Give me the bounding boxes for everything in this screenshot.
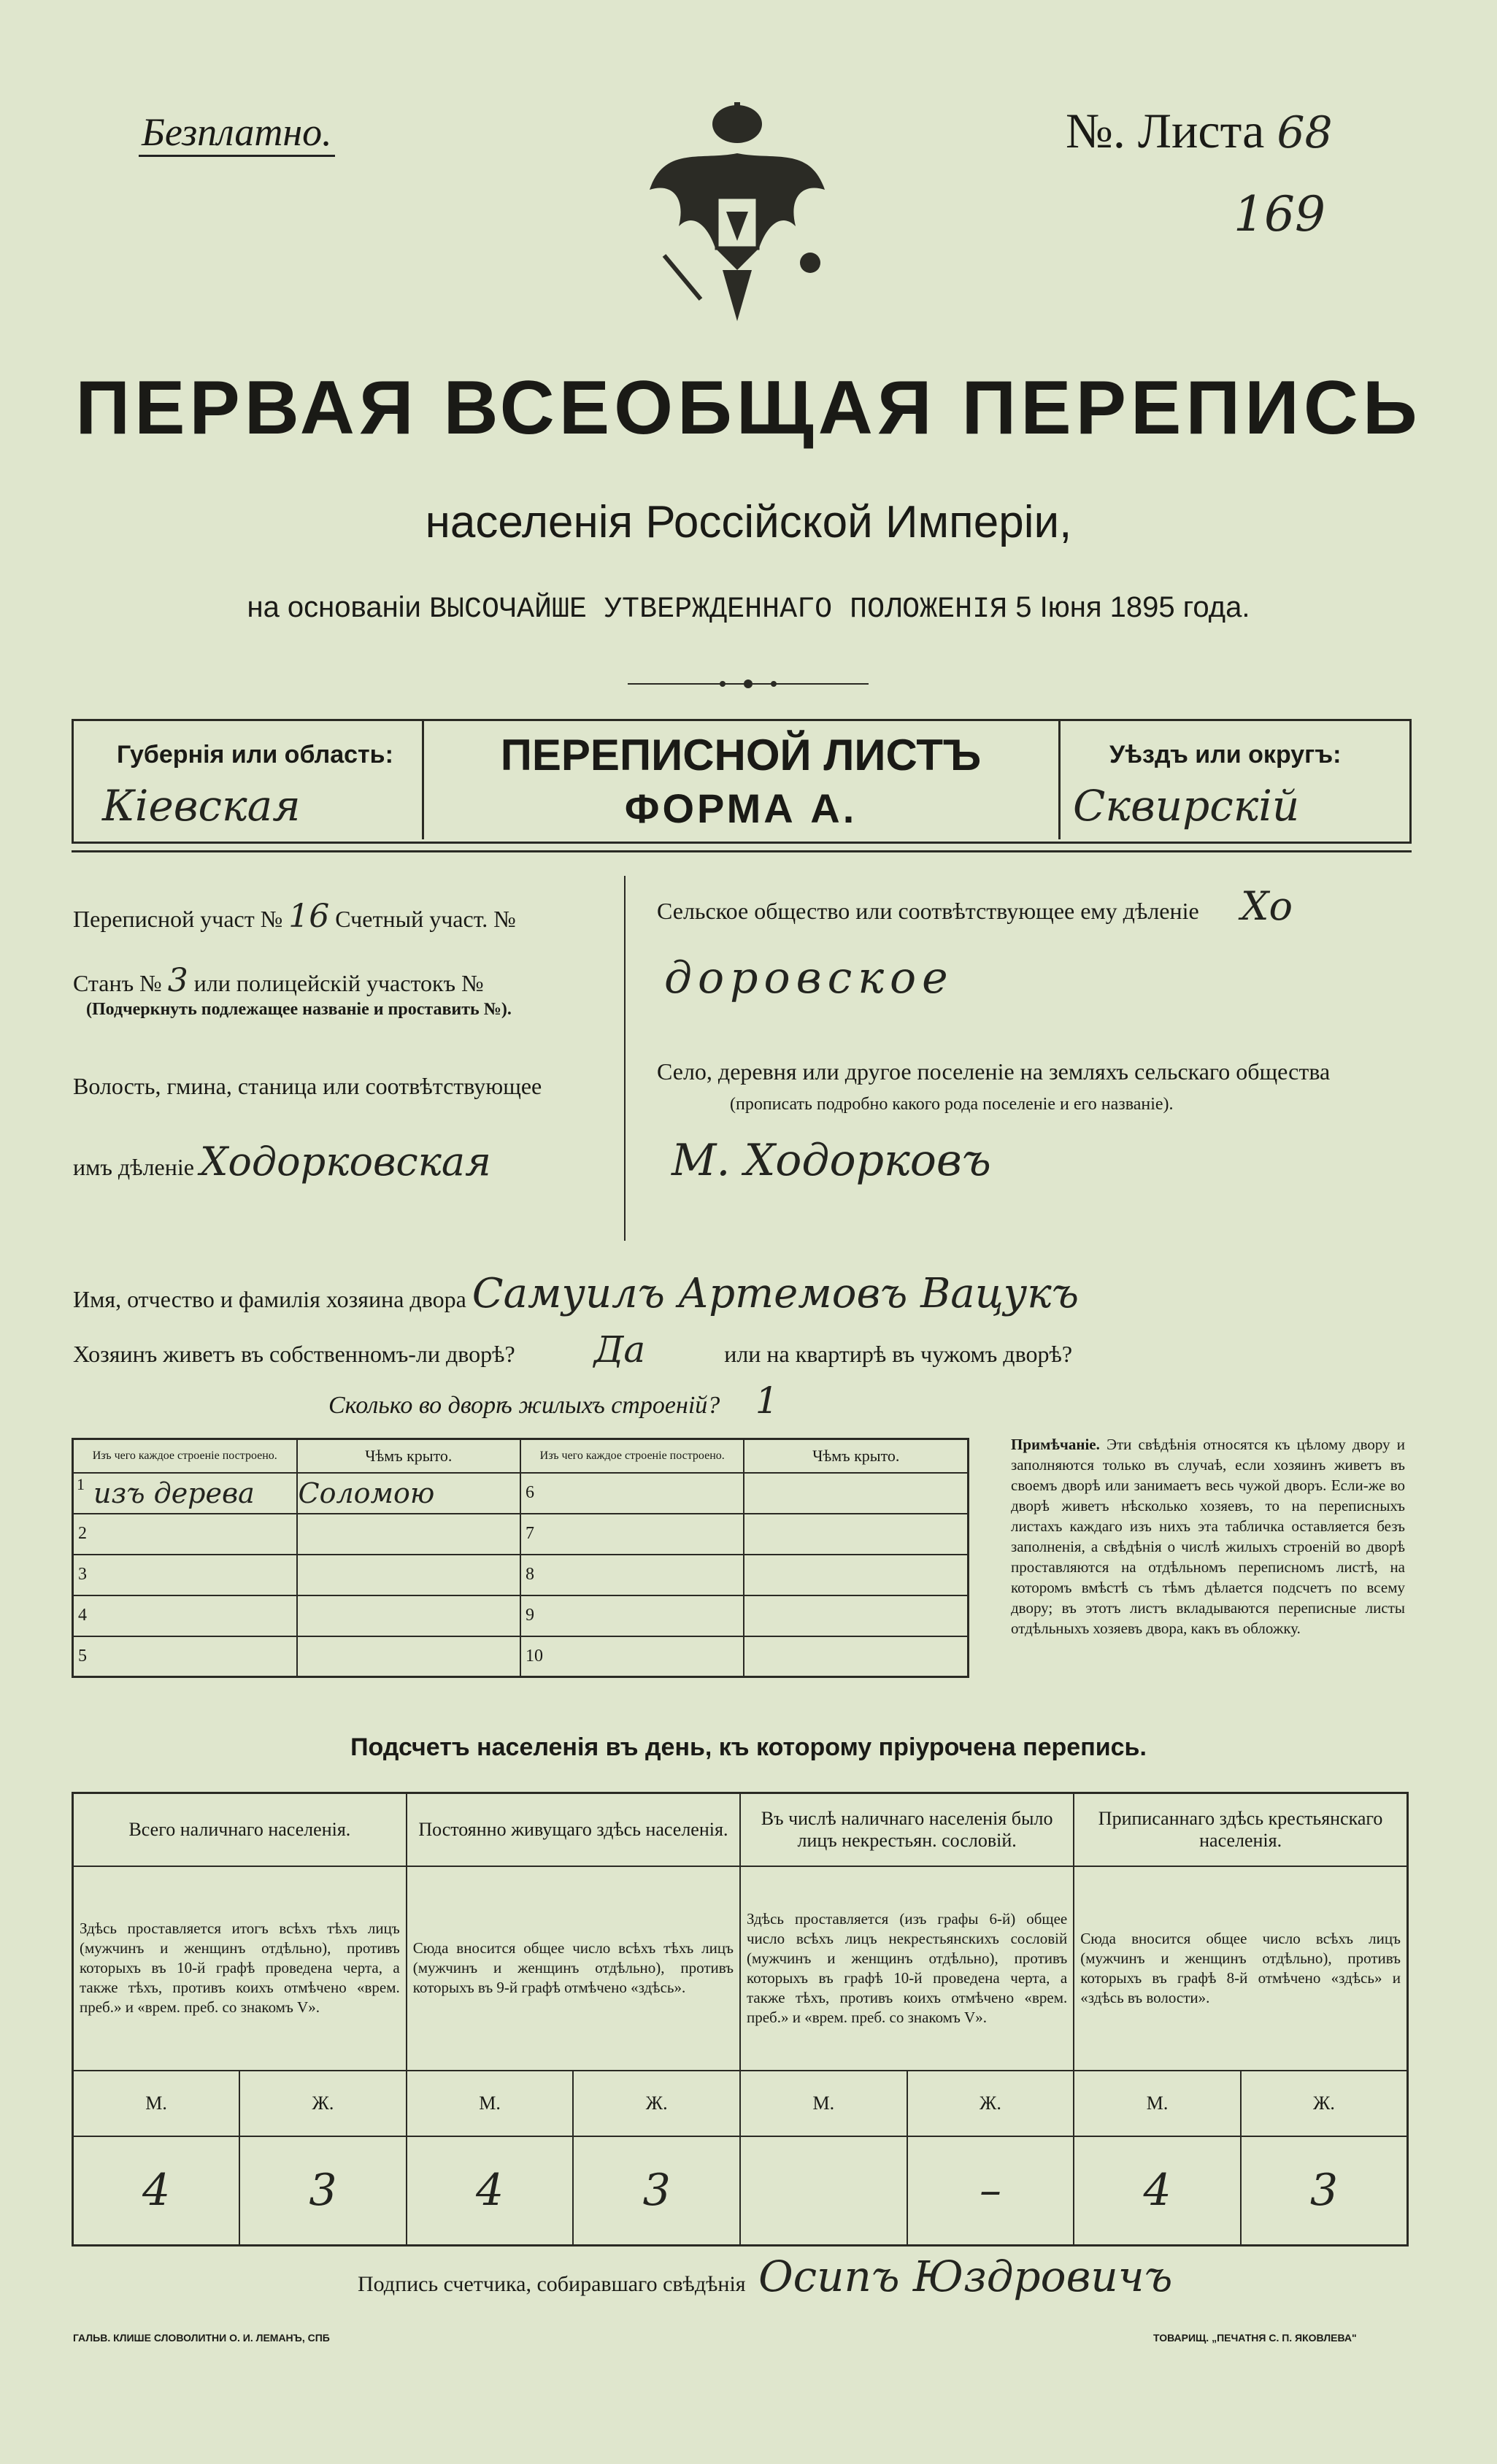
male-label: М. — [73, 2071, 240, 2136]
basis-line — [0, 591, 1497, 626]
female-count: 3 — [239, 2136, 407, 2246]
owner-lives-line — [73, 1328, 1072, 1371]
male-label: М. — [407, 2071, 574, 2136]
count-col-head: Постоянно живущаго здѣсь населенія. — [407, 1793, 740, 1866]
volost-value: Ходорковская — [199, 1139, 491, 1185]
printer-left: ГАЛЬВ. КЛИШЕ СЛОВОЛИТНИ О. И. ЛЕМАНЪ, СПБ — [73, 2332, 330, 2344]
society-value-2: доровское — [664, 952, 954, 1004]
count-col-head: Всего наличнаго населенія. — [73, 1793, 407, 1866]
owner-lives-label-2: или на квартирѣ въ чужомъ дворѣ? — [724, 1341, 1073, 1367]
village-note: (прописать подробно какого рода поселеніе и его названіе). — [730, 1095, 1174, 1114]
owner-lives-label: Хозяинъ живетъ въ собственномъ-ли дворѣ? — [73, 1341, 515, 1367]
owner-lives-value: Да — [593, 1328, 646, 1371]
owner-name-value: Самуилъ Артемовъ Вацукъ — [472, 1270, 1080, 1317]
sheet-number-label: №. Листа — [1066, 103, 1265, 158]
remark-note — [1011, 1434, 1405, 1639]
buildings-count-value: 1 — [755, 1379, 779, 1422]
building-material: изъ дерева — [93, 1477, 255, 1509]
basis-prefix: на основаніи — [247, 591, 421, 623]
gubernia-label: Губернія или область: — [117, 741, 393, 769]
village-value: М. Ходорковъ — [671, 1135, 991, 1186]
basis-caps: ВЫСОЧАЙШЕ УТВЕРЖДЕННАГО ПОЛОЖЕНІЯ — [429, 593, 1008, 626]
female-label: Ж. — [573, 2071, 740, 2136]
society-label: Сельское общество или соотвѣтствующее ему дѣленіе — [657, 898, 1199, 924]
form-title: ПЕРЕПИСНОЙ ЛИСТЪ — [500, 731, 982, 779]
buildings-count-label: Сколько во дворѣ жилыхъ строеній? — [328, 1392, 720, 1419]
signature-line — [358, 2252, 1172, 2301]
remark-title: Примѣчаніе. — [1011, 1436, 1100, 1453]
count-col-desc: Сюда вносится общее число всѣхъ лицъ (мужчинъ и женщинъ отдѣльно), противъ которыхъ въ графѣ 8-й отмѣчено «здѣсь» и «здѣсь въ волости». — [1074, 1866, 1407, 2071]
village-label: Село, деревня или другое поселеніе на земляхъ сельскаго общества — [657, 1058, 1331, 1085]
female-label: Ж. — [907, 2071, 1074, 2136]
female-count: – — [907, 2136, 1074, 2246]
volost-label-2: имъ дѣленіе — [73, 1154, 194, 1180]
census-district-label: Переписной участ № — [73, 906, 283, 932]
sheet-number-value: 68 — [1277, 107, 1333, 158]
counting-district-label: Счетный участ. № — [335, 906, 516, 932]
female-label: Ж. — [239, 2071, 407, 2136]
society-value-1: Хо — [1241, 883, 1293, 929]
buildings-row: 2 7 — [73, 1514, 969, 1555]
owner-name-line — [73, 1270, 1079, 1317]
uezd-label: Уѣздъ или округъ: — [1109, 741, 1342, 769]
female-label: Ж. — [1241, 2071, 1408, 2136]
count-col-desc: Здѣсь проставляется итогъ всѣхъ тѣхъ лицъ (мужчинъ и женщинъ отдѣльно), противъ которыхъ въ 10-й графѣ проведена черта, а также тѣхъ, противъ коихъ отмѣчено «врем. преб.» и «врем. преб. со знакомъ V». — [73, 1866, 407, 2071]
count-col-head: Въ числѣ наличнаго населенія было лицъ некрестьян. сословій. — [740, 1793, 1074, 1866]
volost-label: Волость, гмина, станица или соотвѣтствующее — [73, 1073, 542, 1099]
male-label: М. — [1074, 2071, 1241, 2136]
imperial-eagle-emblem — [635, 102, 839, 328]
female-count: 3 — [573, 2136, 740, 2246]
sheet-number — [1066, 102, 1333, 160]
stan-label: Станъ № — [73, 970, 162, 996]
building-roof: Соломою — [298, 1477, 435, 1509]
printer-right: ТОВАРИЩ. „ПЕЧАТНЯ С. П. ЯКОВЛЕВА" — [1153, 2332, 1357, 2344]
male-count: 4 — [73, 2136, 240, 2246]
basis-date: 5 Іюня 1895 года. — [1015, 591, 1250, 623]
census-district-value: 16 — [288, 898, 330, 935]
uezd-value: Сквирскій — [1073, 781, 1300, 831]
signature-label: Подпись счетчика, собиравшаго свѣдѣнія — [358, 2272, 746, 2296]
count-col-desc: Здѣсь проставляется (изъ графы 6-й) общее число всѣхъ лицъ некрестьянскихъ сословій (мужчинъ и женщинъ отдѣльно), противъ которыхъ въ графѣ 10-й проведена черта, а также тѣхъ, противъ коихъ отмѣчено «врем. преб.» и «врем. преб. со знакомъ V». — [740, 1866, 1074, 2071]
male-count: 4 — [1074, 2136, 1241, 2246]
stan-value: 3 — [167, 962, 188, 999]
buildings-col-material: Изъ чего каждое строеніе построено. — [73, 1439, 297, 1473]
buildings-col-material: Изъ чего каждое строеніе построено. — [520, 1439, 744, 1473]
buildings-row: 3 8 — [73, 1555, 969, 1595]
buildings-col-roof: Чѣмъ крыто. — [744, 1439, 968, 1473]
buildings-table — [72, 1438, 969, 1678]
census-district-line — [73, 898, 516, 935]
stan-note: (Подчеркнуть подлежащее названіе и проставить №). — [86, 1000, 512, 1019]
free-label: Безплатно. — [139, 109, 335, 157]
police-label: или полицейскій участокъ № — [193, 970, 484, 996]
owner-name-label: Имя, отчество и фамилія хозяина двора — [73, 1286, 466, 1312]
page-title: ПЕРВАЯ ВСЕОБЩАЯ ПЕРЕПИСЬ — [75, 366, 1422, 450]
ornament-divider — [628, 679, 869, 689]
form-subtitle: ФОРМА А. — [624, 785, 858, 831]
count-title: Подсчетъ населенія въ день, къ которому пріурочена перепись. — [350, 1733, 1147, 1761]
gubernia-value: Кіевская — [102, 781, 301, 831]
buildings-row: 4 9 — [73, 1595, 969, 1636]
remark-text: Эти свѣдѣнія относятся къ цѣлому двору и заполняются только въ случаѣ, если хозяинъ живетъ въ своемъ дворѣ или занимаетъ весь чужой дворъ. Если-же во дворѣ живетъ нѣсколько хозяевъ, то на переписныхъ листахъ каждаго изъ нихъ эта табличка оставляется безъ заполненія, а свѣдѣнія о числѣ жилыхъ строеній во дворѣ проставляются на отдѣльномъ переписномъ листѣ, на которомъ вмѣстѣ съ тѣмъ дѣлается подсчетъ по всему двору; въ этотъ листъ вкладываются переписные листы отдѣльныхъ хозяевъ двора, какъ въ обложку. — [1011, 1436, 1406, 1637]
buildings-row: 1 изъ дерева Соломою 6 — [73, 1473, 969, 1514]
male-count: 4 — [407, 2136, 574, 2246]
population-count-table — [72, 1792, 1409, 2247]
count-col-head: Приписаннаго здѣсь крестьянскаго населенія. — [1074, 1793, 1407, 1866]
buildings-row: 5 10 — [73, 1636, 969, 1677]
signature-value: Осипъ Юздровичъ — [758, 2252, 1173, 2301]
buildings-count-line — [328, 1379, 779, 1422]
volost-line — [73, 1139, 491, 1185]
male-count — [740, 2136, 907, 2246]
sheet-number-extra: 169 — [1234, 186, 1325, 242]
count-col-desc: Сюда вносится общее число всѣхъ тѣхъ лицъ (мужчинъ и женщинъ отдѣльно), противъ которыхъ въ 9-й графѣ отмѣчено «здѣсь». — [407, 1866, 740, 2071]
female-count: 3 — [1241, 2136, 1408, 2246]
male-label: М. — [740, 2071, 907, 2136]
stan-line — [73, 962, 484, 999]
page-subtitle: населенія Россійской Имперіи, — [425, 497, 1072, 547]
buildings-col-roof: Чѣмъ крыто. — [297, 1439, 520, 1473]
